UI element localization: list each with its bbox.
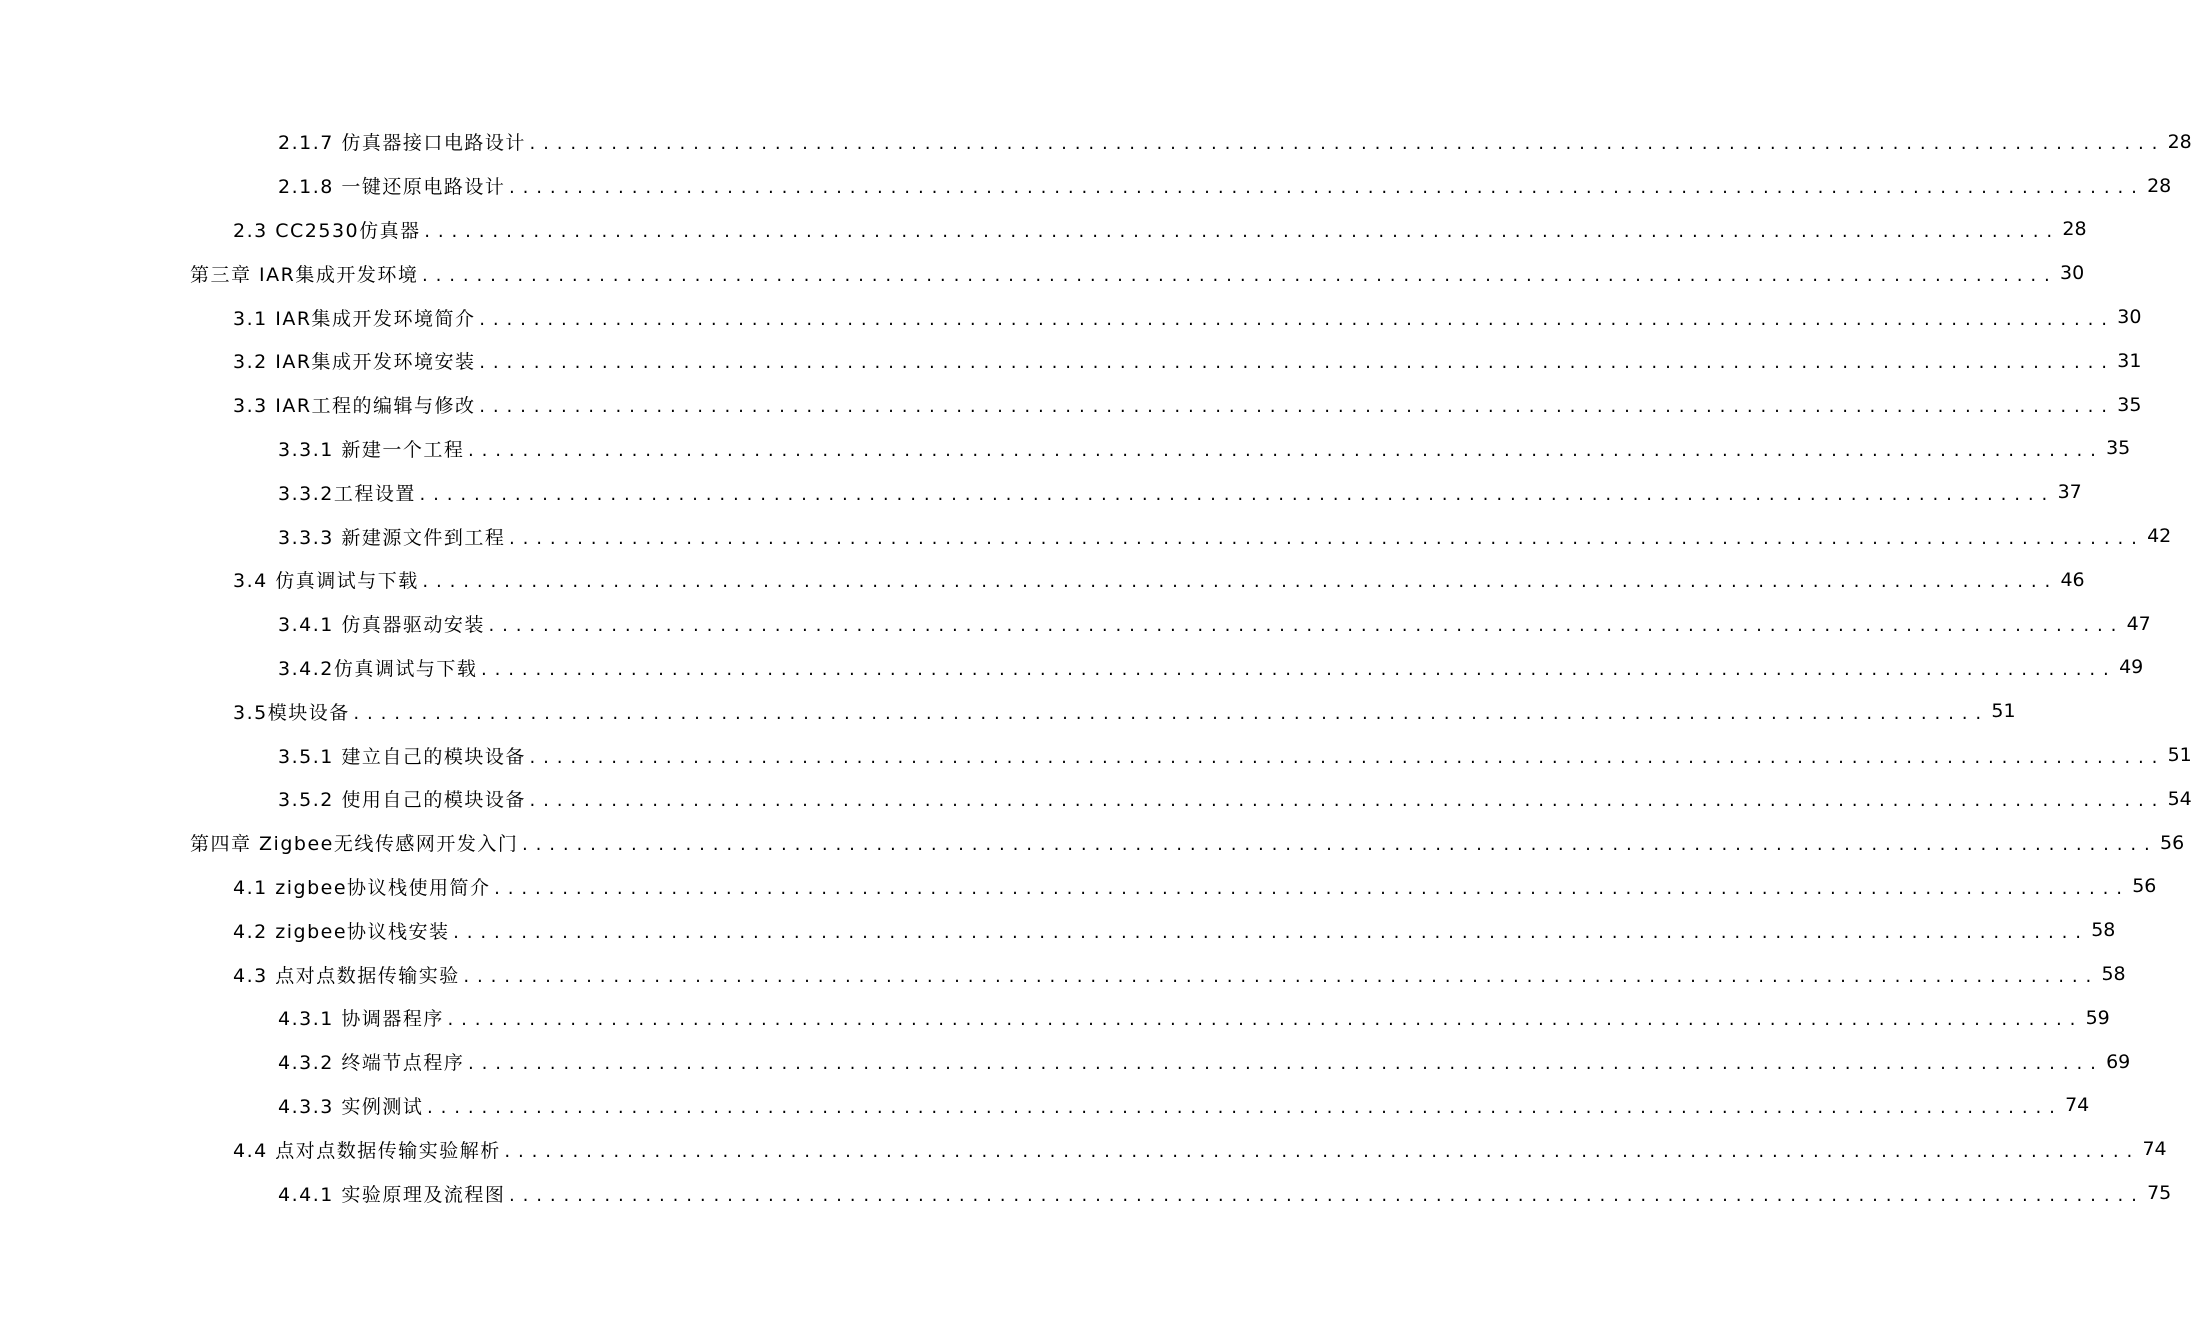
toc-entry-page-number: 75 (2147, 1182, 2172, 1205)
toc-dot-leader: ........................................................................................................................ (466, 441, 2103, 460)
toc-dot-leader: ........................................................................................................................ (507, 1186, 2144, 1205)
toc-entry-page-number: 51 (2167, 744, 2192, 767)
toc-dot-leader: ........................................................................................................................ (507, 179, 2144, 198)
toc-entry[interactable] (0, 514, 2172, 558)
toc-entry-page-number: 54 (2167, 787, 2192, 810)
toc-dot-leader: ........................................................................................................................ (477, 354, 2114, 373)
toc-entry[interactable] (0, 1040, 2131, 1084)
toc-entry-page-number: 74 (2065, 1094, 2090, 1117)
toc-entry-title: 3.2 IAR集成开发环境安装 (233, 351, 476, 374)
toc-entry[interactable] (0, 208, 2087, 252)
toc-dot-leader: ........................................................................................................................ (507, 529, 2144, 548)
toc-entry-title: 3.3.1 新建一个工程 (278, 438, 465, 461)
toc-entry-title: 3.5模块设备 (233, 701, 350, 724)
toc-entry-title: 4.4 点对点数据传输实验解析 (233, 1139, 501, 1162)
toc-entry-title: 2.3 CC2530仿真器 (233, 219, 421, 242)
toc-dot-leader: ........................................................................................................................ (477, 398, 2114, 417)
toc-dot-leader: ........................................................................................................................ (492, 879, 2129, 898)
toc-entry-page-number: 30 (2060, 262, 2085, 285)
toc-entry[interactable] (0, 295, 2142, 339)
toc-entry-page-number: 47 (2126, 612, 2151, 635)
toc-entry[interactable] (0, 952, 2126, 996)
toc-entry-title: 4.3.1 协调器程序 (278, 1008, 444, 1031)
toc-entry-title: 3.3 IAR工程的编辑与修改 (233, 395, 476, 418)
toc-dot-leader: ........................................................................................................................ (417, 485, 2054, 504)
toc-dot-leader: ........................................................................................................................ (445, 1011, 2082, 1030)
toc-entry[interactable] (0, 733, 2192, 777)
toc-entry-title: 3.4.2仿真调试与下载 (278, 657, 478, 680)
toc-dot-leader: ........................................................................................................................ (451, 923, 2088, 942)
toc-dot-leader: ........................................................................................................................ (466, 1055, 2103, 1074)
toc-entry-page-number: 28 (2147, 174, 2172, 197)
toc-entry-title: 2.1.8 一键还原电路设计 (278, 176, 506, 199)
toc-entry-page-number: 28 (2062, 218, 2087, 241)
toc-dot-leader: ........................................................................................................................ (527, 135, 2164, 154)
toc-dot-leader: ........................................................................................................................ (527, 748, 2164, 767)
toc-dot-leader: ........................................................................................................................ (351, 704, 1988, 723)
toc-entry-title: 3.3.3 新建源文件到工程 (278, 526, 506, 549)
toc-entry[interactable] (0, 865, 2157, 909)
toc-entry-title: 4.1 zigbee协议栈使用简介 (233, 876, 491, 899)
toc-entry-title: 4.3 点对点数据传输实验 (233, 964, 460, 987)
toc-entry[interactable] (0, 1127, 2167, 1171)
toc-entry-title: 2.1.7 仿真器接口电路设计 (278, 132, 526, 155)
toc-entry-title: 3.4 仿真调试与下载 (233, 570, 419, 593)
toc-entry-page-number: 58 (2091, 919, 2116, 942)
toc-entry-page-number: 49 (2119, 656, 2144, 679)
toc-entry[interactable] (0, 646, 2144, 690)
toc-dot-leader: ........................................................................................................................ (425, 1098, 2062, 1117)
toc-entry-title: 4.2 zigbee协议栈安装 (233, 920, 450, 943)
toc-entry-page-number: 51 (1991, 700, 2016, 723)
toc-entry-title: 3.4.1 仿真器驱动安装 (278, 614, 485, 637)
toc-dot-leader: ........................................................................................................................ (422, 222, 2059, 241)
toc-entry-page-number: 46 (2060, 568, 2085, 591)
toc-entry-page-number: 74 (2142, 1138, 2167, 1161)
toc-entry-title: 4.4.1 实验原理及流程图 (278, 1183, 506, 1206)
toc-entry-page-number: 42 (2147, 525, 2172, 548)
toc-entry-page-number: 59 (2085, 1006, 2110, 1029)
toc-entry-page-number: 35 (2117, 393, 2142, 416)
toc-entry-title: 3.5.2 使用自己的模块设备 (278, 789, 526, 812)
toc-entry-title: 4.3.3 实例测试 (278, 1095, 424, 1118)
toc-entry-page-number: 56 (2160, 831, 2185, 854)
toc-entry[interactable] (0, 908, 2116, 952)
toc-entry-title: 3.3.2工程设置 (278, 482, 416, 505)
toc-entry[interactable] (0, 427, 2131, 471)
toc-entry[interactable] (0, 164, 2172, 208)
toc-dot-leader: ........................................................................................................................ (486, 617, 2123, 636)
toc-entry-title: 3.5.1 建立自己的模块设备 (278, 745, 526, 768)
toc-entry[interactable] (0, 689, 2016, 733)
toc-dot-leader: ........................................................................................................................ (479, 660, 2116, 679)
toc-dot-leader: ........................................................................................................................ (461, 967, 2098, 986)
toc-dot-leader: ........................................................................................................................ (420, 573, 2057, 592)
toc-entry[interactable] (0, 470, 2082, 514)
table-of-contents (0, 120, 2192, 1215)
toc-entry[interactable] (0, 558, 2085, 602)
toc-entry[interactable] (0, 383, 2142, 427)
toc-entry-page-number: 56 (2132, 875, 2157, 898)
toc-dot-leader: ........................................................................................................................ (502, 1142, 2139, 1161)
toc-dot-leader: ........................................................................................................................ (420, 266, 2057, 285)
toc-entry[interactable] (0, 251, 2085, 295)
toc-dot-leader: ........................................................................................................................ (477, 310, 2114, 329)
toc-entry[interactable] (0, 996, 2110, 1040)
toc-dot-leader: ........................................................................................................................ (527, 792, 2164, 811)
toc-dot-leader: ........................................................................................................................ (520, 836, 2157, 855)
toc-entry-page-number: 30 (2117, 306, 2142, 329)
toc-entry-title: 3.1 IAR集成开发环境简介 (233, 307, 476, 330)
toc-entry-page-number: 31 (2117, 349, 2142, 372)
toc-entry[interactable] (0, 1084, 2090, 1128)
toc-entry[interactable] (0, 821, 2185, 865)
toc-entry[interactable] (0, 120, 2192, 164)
toc-entry-title: 4.3.2 终端节点程序 (278, 1052, 465, 1075)
toc-entry[interactable] (0, 1171, 2172, 1215)
toc-entry-page-number: 28 (2167, 130, 2192, 153)
toc-entry-page-number: 35 (2106, 437, 2131, 460)
toc-entry[interactable] (0, 339, 2142, 383)
toc-entry-page-number: 69 (2106, 1050, 2131, 1073)
toc-entry[interactable] (0, 777, 2192, 821)
toc-entry-title: 第三章 IAR集成开发环境 (190, 263, 419, 286)
toc-entry-title: 第四章 Zigbee无线传感网开发入门 (190, 833, 519, 856)
toc-entry-page-number: 58 (2101, 963, 2126, 986)
toc-entry-page-number: 37 (2057, 481, 2082, 504)
toc-entry[interactable] (0, 602, 2151, 646)
